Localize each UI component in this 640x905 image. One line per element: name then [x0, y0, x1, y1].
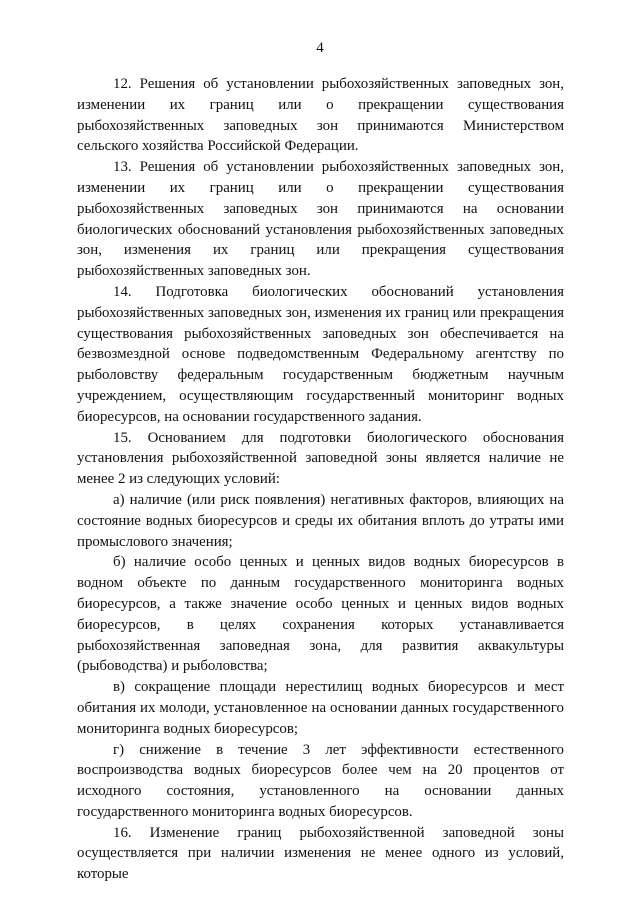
page-number: 4 — [316, 40, 324, 56]
paragraph-15-item-b: б) наличие особо ценных и ценных видов водных биоресурсов в водном объекте по данным государственного мониторинга водных биоресурсов, а также значение особо ценных и ценных видов водных биоресурсов, в целях сохранения которых устанавливается рыбохозяйственная заповедная зона, для развития аквакультуры (рыбоводства) и рыболовства; — [77, 554, 564, 675]
paragraph-14: 14. Подготовка биологических обоснований установления рыбохозяйственных заповедных зон, изменения их границ или прекращения существования рыбохозяйственных заповедных зон обеспечивается на безвозмездной основе подведомственным Федеральному агентству по рыболовству федеральным государственным бюджетным научным учреждением, осуществляющим государственный мониторинг водных биоресурсов, на основании государственного задания. — [77, 283, 564, 425]
paragraph-12: 12. Решения об установлении рыбохозяйственных заповедных зон, изменении их границ или о прекращении существования рыбохозяйственных заповедных зон принимаются Министерством сельского хозяйства Российской Федерации. — [77, 76, 564, 155]
paragraph-15-item-g: г) снижение в течение 3 лет эффективности естественного воспроизводства водных биоресурсов более чем на 20 процентов от исходного состояния, установленного на основании данных государственного мониторинга водных биоресурсов. — [77, 741, 564, 820]
paragraph-15: 15. Основанием для подготовки биологического обоснования установления рыбохозяйственной заповедной зоны является наличие не менее 2 из следующих условий: — [77, 429, 564, 488]
paragraph-13: 13. Решения об установлении рыбохозяйственных заповедных зон, изменении их границ или о прекращении существования рыбохозяйственных заповедных зон принимаются на основании биологических обоснований установления рыбохозяйственных заповедных зон, изменения их границ или прекращения существования рыбохозяйственных заповедных зон. — [77, 159, 564, 280]
paragraph-16: 16. Изменение границ рыбохозяйственной заповедной зоны осуществляется при наличии изменения не менее одного из условий, которые — [77, 824, 564, 883]
paragraph-15-item-v: в) сокращение площади нерестилищ водных биоресурсов и мест обитания их молоди, установленное на основании данных государственного мониторинга водных биоресурсов; — [77, 679, 564, 737]
paragraph-15-item-a: а) наличие (или риск появления) негативных факторов, влияющих на состояние водных биоресурсов и среды их обитания вплоть до утраты ими промыслового значения; — [77, 491, 564, 550]
document-body — [77, 74, 564, 885]
